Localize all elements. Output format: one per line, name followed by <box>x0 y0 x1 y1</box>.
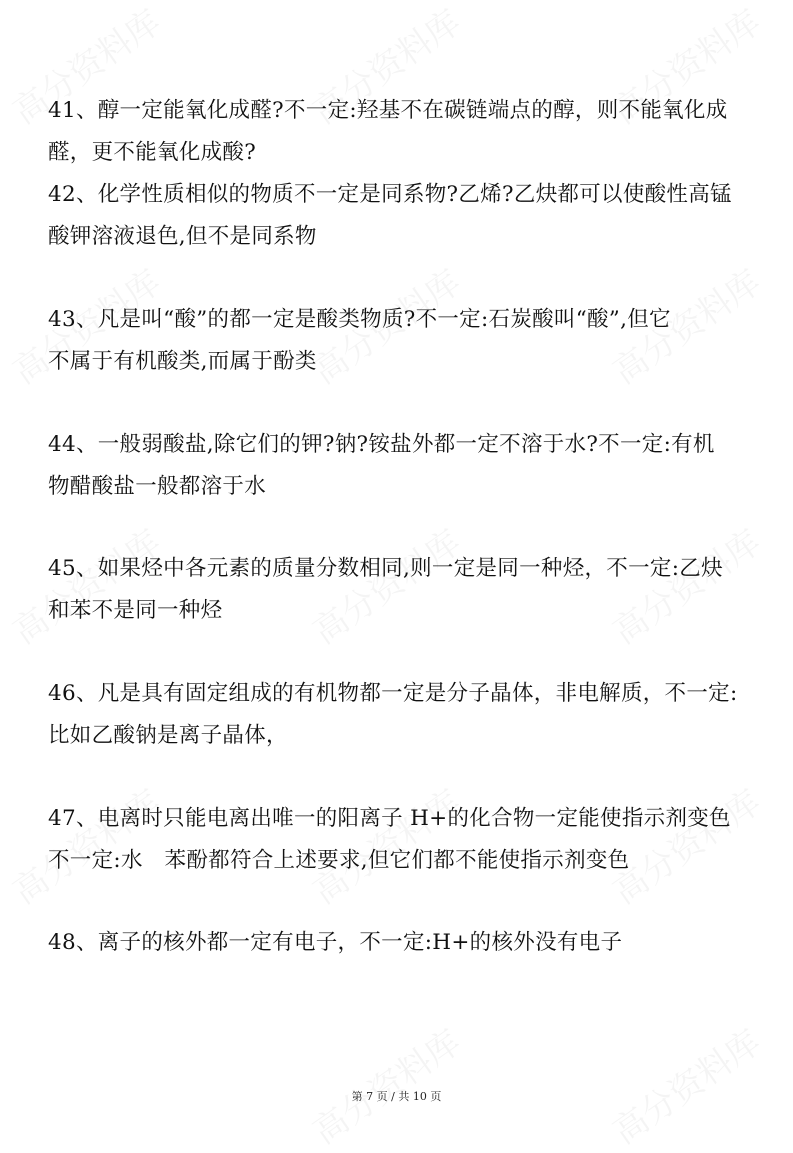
text-line: 不一定:水 苯酚都符合上述要求,但它们都不能使指示剂变色 <box>48 848 630 873</box>
watermark <box>301 1016 468 1153</box>
watermark <box>301 776 468 914</box>
text-line: 41、醇一定能氧化成醛?不一定:羟基不在碳链端点的醇，则不能氧化成 <box>48 98 728 123</box>
text-line: 不属于有机酸类,而属于酚类 <box>48 349 317 374</box>
watermark <box>1 516 168 654</box>
watermark <box>601 1016 768 1153</box>
text-line: 酸钾溶液退色,但不是同系物 <box>48 224 317 249</box>
text-line: 46、凡是具有固定组成的有机物都一定是分子晶体，非电解质，不一定: <box>48 681 738 706</box>
text-line: 42、化学性质相似的物质不一定是同系物?乙烯?乙炔都可以使酸性高锰 <box>48 182 732 207</box>
text-line: 45、如果烃中各元素的质量分数相同,则一定是同一种烃，不一定:乙炔 <box>48 556 723 581</box>
watermark <box>1 776 168 914</box>
text-line: 43、凡是叫“酸”的都一定是酸类物质?不一定:石炭酸叫“酸”,但它 <box>48 307 671 332</box>
watermark <box>601 776 768 914</box>
text-line: 和苯不是同一种烃 <box>48 598 223 623</box>
watermark <box>601 516 768 654</box>
text-line: 比如乙酸钠是离子晶体， <box>48 723 288 748</box>
page-footer: 第 7 页 / 共 10 页 <box>351 1090 442 1103</box>
text-line: 44、一般弱酸盐,除它们的钾?钠?铵盐外都一定不溶于水?不一定:有机 <box>48 432 715 457</box>
text-line: 47、电离时只能电离出唯一的阳离子 H+的化合物一定能使指示剂变色 <box>48 806 731 831</box>
text-line: 48、离子的核外都一定有电子，不一定:H+的核外没有电子 <box>48 930 623 955</box>
watermark <box>301 516 468 654</box>
text-line: 醛，更不能氧化成酸? <box>48 140 257 165</box>
text-line: 物醋酸盐一般都溶于水 <box>48 474 267 499</box>
